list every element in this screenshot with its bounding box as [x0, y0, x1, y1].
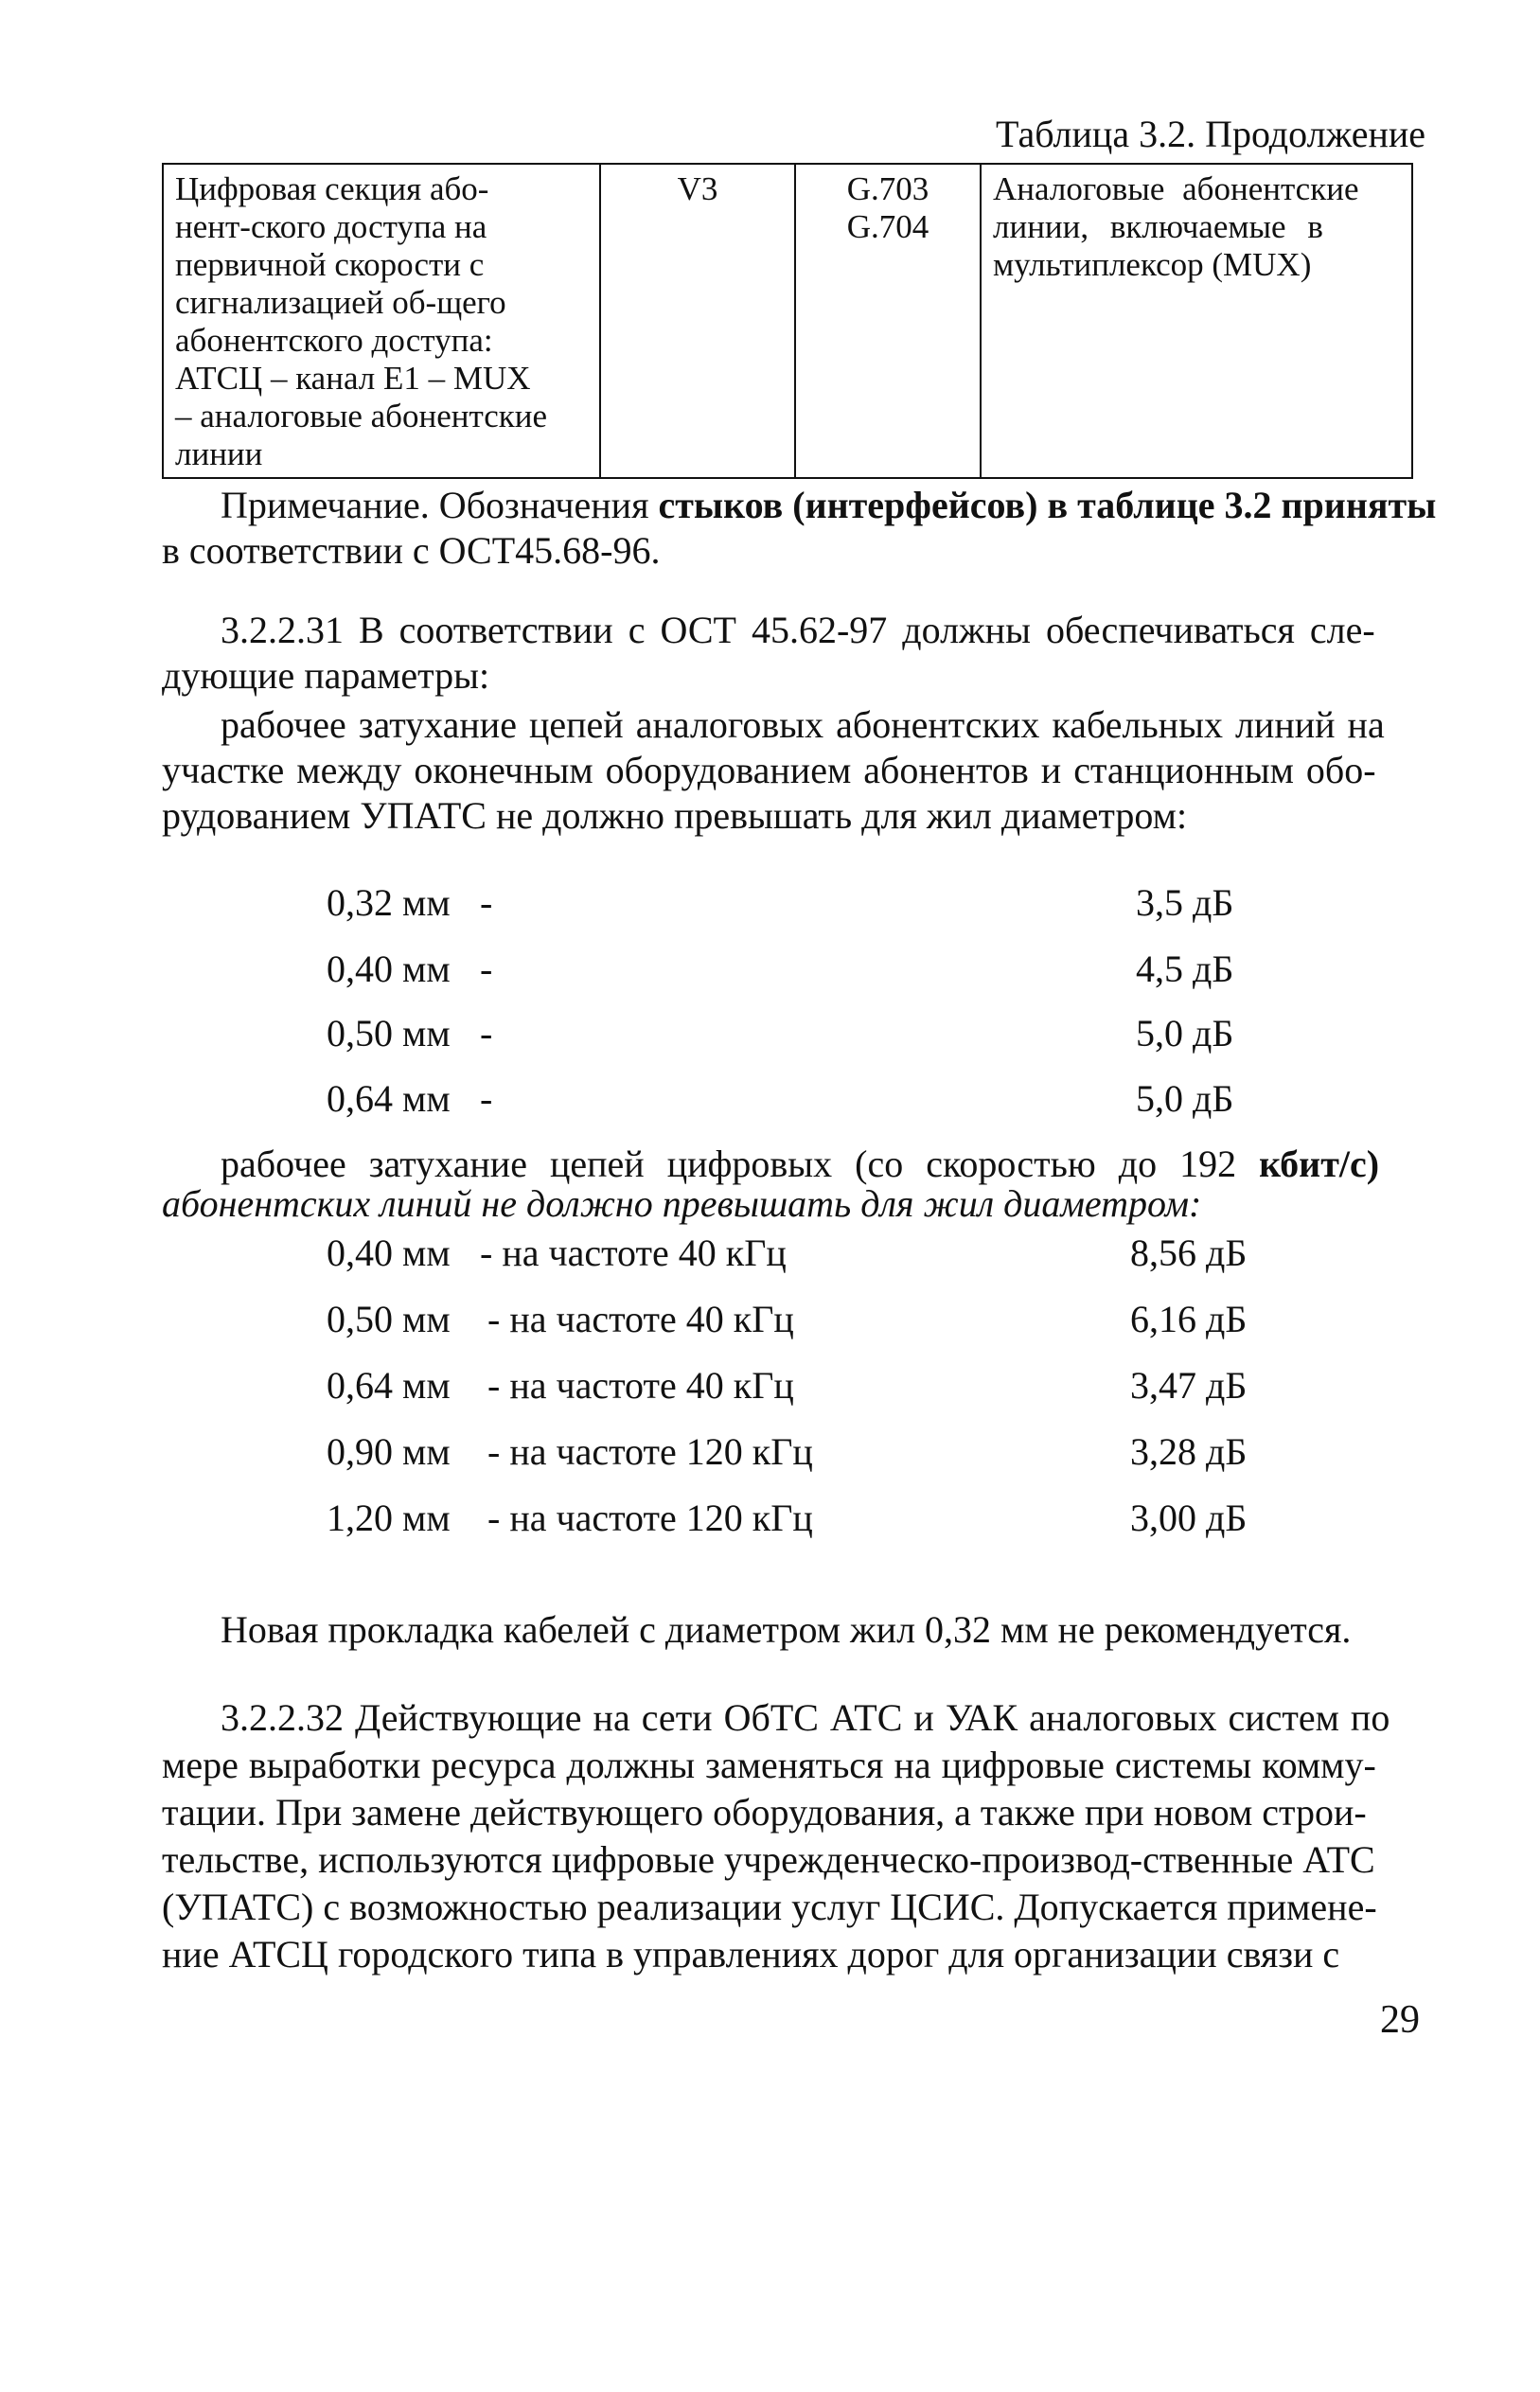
note-line: в соответствии с ОСТ45.68-96.	[162, 529, 661, 572]
paragraph-line: ние АТСЦ городского типа в управлениях дорог для организации связи с	[162, 1933, 1340, 1976]
analog-intro-paragraph	[162, 702, 1421, 839]
diameter-value: 0,32 мм	[327, 881, 451, 924]
diameter-value: 0,40 мм	[327, 1231, 451, 1274]
cell-line: – аналоговые абонентские	[175, 398, 547, 434]
digital-intro-paragraph	[162, 1142, 1421, 1227]
interface-table	[162, 163, 1413, 479]
diameter-value: 0,64 мм	[327, 1077, 451, 1120]
cell-line: V3	[677, 170, 718, 207]
diameter-value: 0,50 мм	[327, 1298, 451, 1340]
paragraph-line	[162, 1142, 1421, 1187]
note-prefix: Примечание. Обозначения	[221, 484, 659, 526]
paragraph-line: абонентских линий не должно превышать для жил диаметром:	[162, 1182, 1202, 1225]
attenuation-value: 3,5 дБ	[1136, 881, 1234, 924]
table-caption: Таблица 3.2. Продолжение	[996, 113, 1426, 155]
table-cell-interface	[600, 164, 795, 478]
digital-intro-bold: кбит/с)	[1259, 1143, 1380, 1185]
paragraph-line: участке между оконечным оборудованием абонентов и станционным обо-	[162, 749, 1376, 791]
frequency-value: - на частоте 40 кГц	[487, 1298, 794, 1340]
cell-line: АТСЦ – канал Е1 – MUX	[175, 360, 531, 397]
paragraph-line: рудованием УПАТС не должно превышать для жил диаметром:	[162, 794, 1188, 837]
table-cell-description	[981, 164, 1412, 478]
paragraph-line: дующие параметры:	[162, 654, 490, 697]
cell-line: абонентского доступа:	[175, 322, 493, 359]
cell-line: G.703	[846, 170, 929, 207]
table-note	[162, 483, 1437, 574]
paragraph-line: Новая прокладка кабелей с диаметром жил 0,32 мм не рекомендуется.	[221, 1608, 1352, 1651]
paragraph-line: мере выработки ресурса должны заменяться на цифровые системы комму-	[162, 1744, 1376, 1786]
frequency-value: - на частоте 120 кГц	[487, 1497, 813, 1539]
new-cable-note	[162, 1607, 1421, 1653]
paragraph-3-2-2-32	[162, 1694, 1421, 1978]
cell-line: линии	[175, 435, 263, 472]
cell-line: нент-ского доступа на	[175, 208, 487, 245]
note-bold: стыков (интерфейсов) в таблице 3.2 приняты	[658, 484, 1437, 526]
cell-line: сигнализацией об-щего	[175, 284, 506, 321]
attenuation-value: 6,16 дБ	[1130, 1298, 1248, 1340]
cell-line: первичной скорости с	[175, 246, 485, 283]
frequency-value: - на частоте 120 кГц	[487, 1430, 813, 1473]
paragraph-line: тельстве, используются цифровые учрежденческо-производ-ственные АТС	[162, 1838, 1375, 1881]
attenuation-value: 3,00 дБ	[1130, 1497, 1248, 1539]
table-cell-section	[163, 164, 600, 478]
dash: -	[480, 948, 493, 990]
digital-intro-text: рабочее затухание цепей цифровых (со скоростью до 192	[221, 1143, 1260, 1185]
diameter-value: 0,64 мм	[327, 1364, 451, 1407]
diameter-value: 0,40 мм	[327, 948, 451, 990]
cell-line: Цифровая секция або-	[175, 170, 489, 207]
diameter-value: 0,90 мм	[327, 1430, 451, 1473]
table-cell-standard	[795, 164, 981, 478]
attenuation-value: 5,0 дБ	[1136, 1012, 1234, 1054]
frequency-value: - на частоте 40 кГц	[480, 1231, 787, 1274]
cell-line: Аналоговые абонентские	[993, 170, 1359, 207]
frequency-value: - на частоте 40 кГц	[487, 1364, 794, 1407]
dash: -	[480, 1012, 493, 1054]
dash: -	[480, 1077, 493, 1120]
attenuation-value: 8,56 дБ	[1130, 1231, 1248, 1274]
paragraph-line: (УПАТС) с возможностью реализации услуг ЦСИС. Допускается примене-	[162, 1886, 1377, 1928]
cell-line: G.704	[846, 208, 929, 245]
paragraph-line: 3.2.2.31 В соответствии с ОСТ 45.62-97 должны обеспечиваться сле-	[221, 609, 1375, 651]
paragraph-3-2-2-31	[162, 608, 1421, 699]
attenuation-value: 5,0 дБ	[1136, 1077, 1234, 1120]
paragraph-line: 3.2.2.32 Действующие на сети ОбТС АТС и УАК аналоговых систем по	[221, 1696, 1390, 1739]
attenuation-value: 4,5 дБ	[1136, 948, 1234, 990]
diameter-value: 0,50 мм	[327, 1012, 451, 1054]
paragraph-line: рабочее затухание цепей аналоговых абонентских кабельных линий на	[221, 703, 1385, 746]
note-line	[162, 483, 1437, 528]
dash: -	[480, 881, 493, 924]
attenuation-value: 3,28 дБ	[1130, 1430, 1248, 1473]
cell-line: линии, включаемые в	[993, 208, 1323, 245]
cell-line: мультиплексор (MUX)	[993, 246, 1312, 283]
table-row	[163, 164, 1412, 478]
paragraph-line: тации. При замене действующего оборудования, а также при новом строи-	[162, 1791, 1367, 1834]
attenuation-value: 3,47 дБ	[1130, 1364, 1248, 1407]
diameter-value: 1,20 мм	[327, 1497, 451, 1539]
page-number: 29	[1380, 1998, 1420, 2042]
